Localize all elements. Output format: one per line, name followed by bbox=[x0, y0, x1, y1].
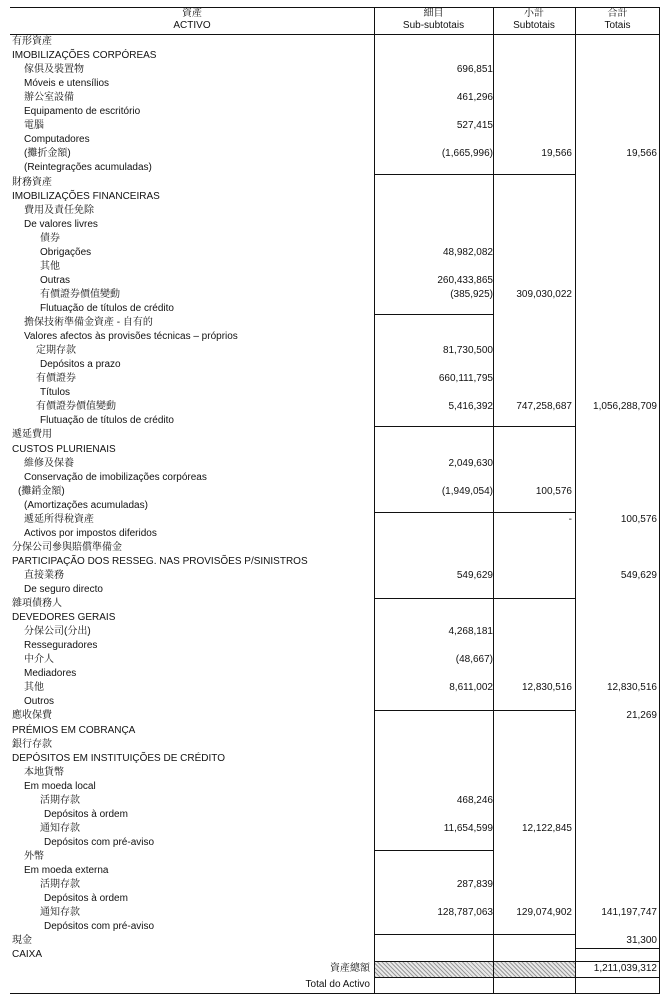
balance-sheet bbox=[10, 7, 660, 994]
header-sub-subtotais bbox=[374, 7, 493, 34]
row-label: 通知存款 bbox=[40, 907, 80, 919]
table-row bbox=[10, 822, 660, 836]
table-row bbox=[10, 288, 660, 302]
subtotal-value: 309,030,022 bbox=[516, 288, 572, 300]
table-row bbox=[10, 864, 660, 878]
row-label: Outras bbox=[40, 274, 71, 286]
table-row bbox=[10, 372, 660, 386]
table-row bbox=[10, 161, 660, 175]
row-label: Em moeda local bbox=[24, 780, 96, 792]
table-row bbox=[10, 457, 660, 471]
row-label: DEPÓSITOS EM INSTITUIÇÕES DE CRÉDITO bbox=[12, 752, 225, 764]
subtotal-value: 12,830,516 bbox=[521, 682, 572, 694]
table-row bbox=[10, 119, 660, 133]
table-row bbox=[10, 386, 660, 400]
row-label: 活期存款 bbox=[40, 879, 80, 890]
sub-subtotal-value: (1,949,054) bbox=[441, 485, 493, 497]
row-label: 有價證券 bbox=[36, 373, 76, 385]
table-row bbox=[10, 667, 660, 681]
sub-subtotal-value: 128,787,063 bbox=[437, 907, 493, 919]
row-label: 債券 bbox=[40, 232, 60, 244]
table-row bbox=[10, 808, 660, 822]
sub-subtotal-value: 81,730,500 bbox=[442, 345, 493, 357]
row-label: 應收保費 bbox=[12, 710, 52, 722]
table-row bbox=[10, 766, 660, 780]
total-value: 141,197,747 bbox=[601, 907, 657, 919]
row-label: Outros bbox=[24, 696, 55, 708]
header-activo-zh: 資產 bbox=[182, 8, 202, 19]
table-row bbox=[10, 105, 660, 119]
header-c3-zh: 合計 bbox=[607, 8, 628, 19]
table-row bbox=[10, 892, 660, 906]
table-row bbox=[10, 527, 660, 541]
row-label: 辦公室設備 bbox=[24, 92, 74, 104]
row-label: PARTICIPAÇÃO DOS RESSEG. NAS PROVISÕES P/SINISTROS bbox=[12, 555, 308, 567]
row-label: Móveis e utensílios bbox=[24, 78, 110, 90]
header-subtotais bbox=[493, 7, 575, 34]
table-row bbox=[10, 724, 660, 738]
row-label: Flutuação de títulos de crédito bbox=[40, 302, 174, 314]
table-row bbox=[10, 428, 660, 442]
row-label: Conservação de imobilizações corpóreas bbox=[24, 471, 207, 483]
row-label: 定期存款 bbox=[36, 345, 76, 357]
row-label: 遞延費用 bbox=[12, 429, 52, 441]
sub-subtotal-value: 461,296 bbox=[456, 92, 493, 104]
table-row bbox=[10, 471, 660, 485]
table-row bbox=[10, 344, 660, 358]
row-label: 有形資產 bbox=[12, 36, 52, 47]
row-label: Flutuação de títulos de crédito bbox=[40, 415, 174, 427]
total-value: 31,300 bbox=[626, 935, 657, 947]
total-value: 1,056,288,709 bbox=[593, 401, 657, 413]
table-row bbox=[10, 147, 660, 161]
row-label: Em moeda externa bbox=[24, 865, 109, 876]
row-label: IMOBILIZAÇÕES CORPÓREAS bbox=[12, 50, 157, 61]
table-row bbox=[10, 499, 660, 513]
row-label: DEVEDORES GERAIS bbox=[12, 612, 116, 624]
subtotal-value: 129,074,902 bbox=[516, 907, 572, 919]
row-label: Equipamento de escritório bbox=[24, 106, 141, 118]
table-row bbox=[10, 752, 660, 766]
table-row bbox=[10, 302, 660, 316]
header-c2-zh: 小計 bbox=[524, 8, 544, 19]
table-row bbox=[10, 569, 660, 583]
sub-subtotal-value: (48,667) bbox=[455, 654, 493, 666]
row-label: (攤折金額) bbox=[24, 148, 71, 160]
table-row bbox=[10, 906, 660, 920]
sub-subtotal-value: 527,415 bbox=[456, 120, 493, 132]
total-label-zh: 資產總額 bbox=[330, 963, 370, 974]
row-label: 分保公司(分出) bbox=[24, 626, 91, 638]
row-label: 分保公司參與賠償準備金 bbox=[12, 541, 122, 553]
subtotal-value: 747,258,687 bbox=[516, 401, 572, 413]
table-row bbox=[10, 541, 660, 555]
total-label-pt: Total do Activo bbox=[305, 979, 370, 990]
table-row bbox=[10, 934, 660, 948]
table-row bbox=[10, 639, 660, 653]
sub-subtotal-value: (1,665,996) bbox=[441, 148, 493, 160]
table-row bbox=[10, 91, 660, 105]
row-label: CAIXA bbox=[12, 949, 43, 961]
row-label: Títulos bbox=[40, 387, 71, 399]
table-row bbox=[10, 358, 660, 372]
row-label: 有價證券價值變動 bbox=[36, 401, 116, 413]
row-label: 電腦 bbox=[24, 120, 44, 132]
header-c1-zh: 細目 bbox=[423, 8, 444, 19]
table-row bbox=[10, 681, 660, 695]
total-value: 21,269 bbox=[626, 710, 657, 722]
row-label: 雜項債務人 bbox=[12, 598, 62, 609]
table-row bbox=[10, 35, 660, 49]
table-row bbox=[10, 583, 660, 597]
row-label: 銀行存款 bbox=[12, 738, 52, 750]
table-row bbox=[10, 260, 660, 274]
header-c3-pt: Totais bbox=[604, 20, 631, 31]
sub-subtotal-value: 8,611,002 bbox=[449, 682, 493, 694]
total-row-zh bbox=[10, 962, 660, 976]
table-row bbox=[10, 611, 660, 625]
row-label: 傢俱及裝置物 bbox=[24, 64, 84, 76]
total-value: 100,576 bbox=[620, 513, 657, 525]
total-value: 549,629 bbox=[620, 569, 657, 581]
table-row bbox=[10, 920, 660, 934]
table-row bbox=[10, 190, 660, 204]
table-row bbox=[10, 513, 660, 527]
table-row bbox=[10, 597, 660, 611]
row-label: IMOBILIZAÇÕES FINANCEIRAS bbox=[12, 190, 160, 202]
table-row bbox=[10, 878, 660, 892]
row-label: Obrigações bbox=[40, 246, 92, 258]
table-row bbox=[10, 246, 660, 260]
row-label: 直接業務 bbox=[24, 569, 64, 581]
table-row bbox=[10, 625, 660, 639]
table-bottom-rule bbox=[10, 993, 660, 994]
row-label: De valores livres bbox=[24, 218, 98, 230]
row-label: 有價證券價值變動 bbox=[40, 288, 120, 300]
table-row bbox=[10, 485, 660, 499]
header-c2-pt: Subtotais bbox=[513, 20, 555, 31]
row-label: 活期存款 bbox=[40, 794, 80, 806]
table-row bbox=[10, 850, 660, 864]
table-row bbox=[10, 794, 660, 808]
row-label: De seguro directo bbox=[24, 584, 103, 595]
row-label: Computadores bbox=[24, 134, 90, 146]
table-row bbox=[10, 400, 660, 414]
row-label: 通知存款 bbox=[40, 822, 80, 834]
total-value: 12,830,516 bbox=[606, 682, 657, 694]
row-label: Depósitos com pré-aviso bbox=[44, 836, 155, 848]
total-value: 19,566 bbox=[626, 148, 657, 160]
row-label: 財務資產 bbox=[12, 176, 52, 188]
sub-subtotal-value: 660,111,795 bbox=[438, 373, 493, 385]
table-row bbox=[10, 836, 660, 850]
header-c1-pt: Sub-subtotais bbox=[402, 20, 465, 31]
row-label: (Amortizações acumuladas) bbox=[24, 499, 148, 511]
header-top-rule bbox=[10, 7, 660, 8]
sub-subtotal-value: 4,268,181 bbox=[448, 626, 493, 638]
table-row bbox=[10, 232, 660, 246]
row-label: Resseguradores bbox=[24, 640, 98, 652]
sub-subtotal-value: 287,839 bbox=[456, 879, 493, 890]
subtotal-value: 12,122,845 bbox=[521, 822, 572, 834]
row-label: 費用及責任免除 bbox=[24, 204, 94, 216]
sub-subtotal-value: 5,416,392 bbox=[448, 401, 493, 413]
table-row bbox=[10, 274, 660, 288]
row-label: 外幣 bbox=[24, 850, 44, 862]
sub-subtotal-value: 260,433,865 bbox=[437, 274, 493, 286]
row-label: 其他 bbox=[24, 682, 44, 694]
sub-subtotal-value: 549,629 bbox=[456, 569, 493, 581]
table-row bbox=[10, 780, 660, 794]
table-row bbox=[10, 443, 660, 457]
sub-subtotal-value: 696,851 bbox=[456, 64, 493, 76]
row-label: Depósitos à ordem bbox=[44, 808, 128, 820]
sub-subtotal-value: 48,982,082 bbox=[442, 246, 493, 258]
total-value: 1,211,039,312 bbox=[593, 963, 657, 974]
table-row bbox=[10, 555, 660, 569]
row-label: Mediadores bbox=[24, 668, 77, 680]
table-row bbox=[10, 709, 660, 723]
header-totais bbox=[575, 7, 660, 34]
row-label: (攤銷金額) bbox=[18, 485, 65, 497]
row-label: 維修及保養 bbox=[24, 457, 74, 469]
table-row bbox=[10, 948, 660, 962]
row-label: (Reintegrações acumuladas) bbox=[24, 162, 152, 174]
row-label: 其他 bbox=[40, 260, 60, 272]
subtotal-value: - bbox=[568, 513, 572, 525]
row-label: 擔保技術準備金資產 - 自有的 bbox=[24, 317, 153, 328]
header-activo bbox=[10, 7, 374, 34]
table-row bbox=[10, 218, 660, 232]
table-row bbox=[10, 133, 660, 147]
row-label: Valores afectos às provisões técnicas – próprios bbox=[24, 331, 238, 343]
table-row bbox=[10, 316, 660, 330]
row-label: 現金 bbox=[12, 935, 32, 947]
table-row bbox=[10, 204, 660, 218]
row-label: 遞延所得稅資產 bbox=[24, 513, 94, 525]
sub-subtotal-value: 468,246 bbox=[456, 794, 493, 806]
header-activo-pt: ACTIVO bbox=[173, 20, 211, 31]
table-row bbox=[10, 63, 660, 77]
sub-subtotal-value: 2,049,630 bbox=[448, 457, 493, 469]
table-row bbox=[10, 77, 660, 91]
subtotal-value: 19,566 bbox=[541, 148, 572, 160]
row-label: CUSTOS PLURIENAIS bbox=[12, 443, 116, 455]
table-row bbox=[10, 414, 660, 428]
table-row bbox=[10, 49, 660, 63]
row-label: PRÉMIOS EM COBRANÇA bbox=[12, 724, 136, 736]
table-row bbox=[10, 738, 660, 752]
table-row bbox=[10, 176, 660, 190]
sub-subtotal-value: 11,654,599 bbox=[443, 822, 493, 834]
table-row bbox=[10, 695, 660, 709]
table-row bbox=[10, 653, 660, 667]
table-row bbox=[10, 330, 660, 344]
row-label: 中介人 bbox=[24, 654, 54, 666]
row-label: Depósitos com pré-aviso bbox=[44, 921, 155, 933]
sub-subtotal-value: (385,925) bbox=[450, 288, 493, 300]
row-label: Depósitos a prazo bbox=[40, 359, 121, 371]
row-label: Activos por impostos diferidos bbox=[24, 527, 157, 539]
subtotal-value: 100,576 bbox=[535, 485, 572, 497]
row-label: 本地貨幣 bbox=[24, 766, 64, 778]
row-label: Depósitos à ordem bbox=[44, 893, 128, 905]
total-row-pt bbox=[10, 978, 660, 992]
